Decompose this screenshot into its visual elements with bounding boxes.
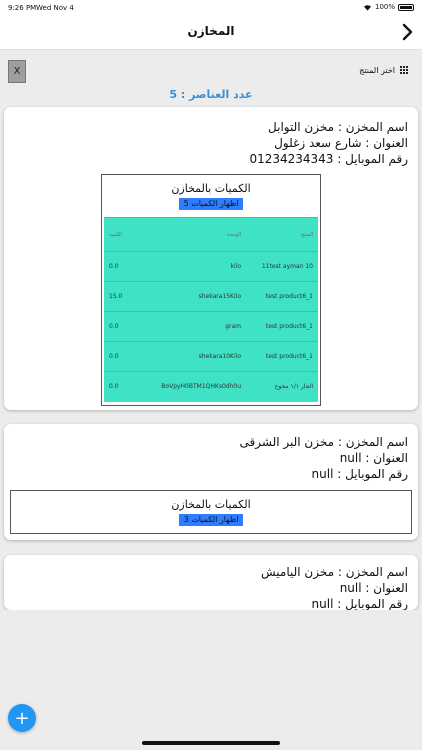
warehouse-card[interactable] <box>4 107 418 410</box>
cell-product: test product6_1 <box>246 312 318 342</box>
status-right <box>363 3 414 11</box>
battery-icon <box>398 4 414 11</box>
warehouse-name: اسم المخزن : مخزن التوابل <box>268 120 408 134</box>
cell-product: الجار ١/١ مجوج <box>246 372 318 402</box>
table-row <box>104 372 318 402</box>
cell-quantity: 0.0 <box>104 372 134 402</box>
nav-bar <box>0 16 422 50</box>
show-quantities-button[interactable]: اظهار الكميات 3 <box>179 514 244 526</box>
show-quantities-button[interactable]: اظهار الكميات 5 <box>179 198 244 210</box>
header-quantity: الكمية <box>104 218 134 252</box>
warehouse-address: العنوان : شارع سعد زغلول <box>274 136 408 150</box>
grid-icon <box>399 66 408 75</box>
table-row <box>104 282 318 312</box>
header-product: المنتج <box>246 218 318 252</box>
warehouse-mobile: رقم الموبايل : null <box>311 597 408 610</box>
cell-unit: shekara15Kilo <box>134 282 246 312</box>
wifi-icon <box>363 4 372 11</box>
list-bottom-area <box>0 610 422 750</box>
back-chevron-icon[interactable] <box>400 22 414 42</box>
add-button[interactable]: + <box>8 704 36 732</box>
table-header-row <box>104 218 318 252</box>
warehouse-name: اسم المخزن : مخزن الياميش <box>260 565 408 579</box>
cell-quantity: 0.0 <box>104 312 134 342</box>
page-title: المخازن <box>187 24 235 38</box>
cell-product: test product6_1 <box>246 342 318 372</box>
warehouse-info <box>249 119 408 167</box>
home-indicator <box>142 741 280 745</box>
warehouse-info <box>240 434 409 482</box>
status-time: 9:26 PM <box>8 4 37 12</box>
warehouse-info <box>261 564 408 610</box>
cell-unit: shekara10Kilo <box>134 342 246 372</box>
quantities-title: الكميات بالمخازن <box>171 182 251 195</box>
quantities-box <box>101 174 321 406</box>
cell-product: 11test ayman 10 <box>246 252 318 282</box>
table-row <box>104 342 318 372</box>
quantities-table <box>104 217 318 402</box>
warehouse-name: اسم المخزن : مخزن البر الشرقى <box>239 435 408 449</box>
warehouse-mobile: رقم الموبايل : null <box>311 467 408 481</box>
filter-label: اختر المنتج <box>359 66 395 75</box>
status-bar <box>0 0 422 16</box>
items-count: عدد العناصر : 5 <box>169 88 253 101</box>
cell-unit: kilo <box>134 252 246 282</box>
warehouse-card[interactable] <box>4 424 418 540</box>
battery-percent: 100% <box>374 3 395 11</box>
warehouse-address: العنوان : null <box>339 581 408 595</box>
filter-product-button[interactable] <box>359 66 408 75</box>
table-row <box>104 312 318 342</box>
close-button[interactable]: X <box>8 60 26 83</box>
table-row <box>104 252 318 282</box>
header-unit: الوحدة <box>134 218 246 252</box>
cell-quantity: 15.0 <box>104 282 134 312</box>
warehouse-address: العنوان : null <box>339 451 408 465</box>
warehouse-card[interactable] <box>4 555 418 610</box>
warehouse-mobile: رقم الموبايل : 01234234343 <box>249 152 408 166</box>
quantities-title: الكميات بالمخازن <box>171 498 251 511</box>
cell-unit: BoVpyH0BTM1QHKs0dh0u <box>134 372 246 402</box>
cell-quantity: 0.0 <box>104 342 134 372</box>
quantities-box <box>10 490 412 534</box>
cell-quantity: 0.0 <box>104 252 134 282</box>
cell-product: test product6_1 <box>246 282 318 312</box>
cell-unit: gram <box>134 312 246 342</box>
status-date: Wed Nov 4 <box>36 4 74 12</box>
